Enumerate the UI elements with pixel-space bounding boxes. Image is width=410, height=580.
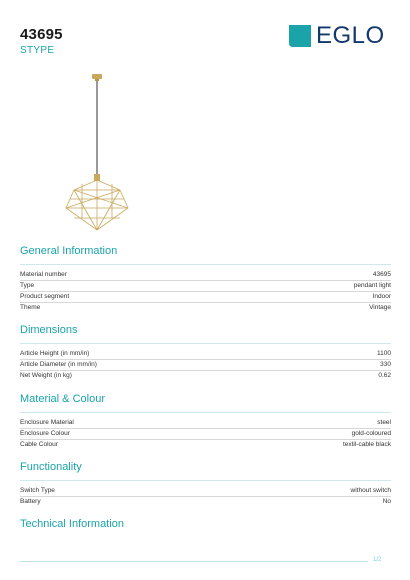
- row-value: Vintage: [369, 304, 391, 311]
- row-label: Enclosure Colour: [20, 430, 70, 437]
- table-row: [20, 270, 391, 281]
- row-label: Theme: [20, 304, 41, 311]
- row-label: Battery: [20, 498, 41, 505]
- table-row: [20, 429, 391, 440]
- row-label: Product segment: [20, 293, 70, 300]
- section-dimensions: [20, 323, 391, 381]
- row-label: Type: [20, 282, 35, 289]
- eglo-logo-mark-icon: [289, 25, 311, 47]
- section-title: Material & Colour: [20, 393, 105, 405]
- table-row: [20, 281, 391, 292]
- table-row: [20, 440, 391, 450]
- section-general-information: [20, 244, 391, 313]
- table-row: [20, 292, 391, 303]
- row-value: Indoor: [372, 293, 391, 300]
- row-label: Net Weight (in kg): [20, 372, 72, 379]
- section-technical-information: [20, 517, 391, 537]
- row-value: steel: [377, 419, 391, 426]
- section-material-colour: [20, 392, 391, 450]
- section-title: Dimensions: [20, 324, 78, 336]
- table-row: [20, 486, 391, 497]
- section-functionality: [20, 460, 391, 507]
- table-row: [20, 303, 391, 313]
- table-row: [20, 349, 391, 360]
- row-value: pendant light: [353, 282, 391, 289]
- footer-divider: [20, 561, 368, 562]
- section-title: Technical Information: [20, 518, 124, 530]
- page-number: 1/2: [373, 557, 382, 563]
- row-label: Material number: [20, 271, 67, 278]
- row-value: 43695: [372, 271, 391, 278]
- table-row: [20, 360, 391, 371]
- article-code: 43695: [20, 26, 63, 43]
- row-label: Article Height (in mm/in): [20, 350, 90, 357]
- row-label: Article Diameter (in mm/in): [20, 361, 97, 368]
- row-label: Switch Type: [20, 487, 55, 494]
- product-name: STYPE: [20, 45, 55, 56]
- section-title: Functionality: [20, 461, 82, 473]
- product-image: [62, 72, 132, 232]
- section-divider: [20, 412, 391, 413]
- section-divider: [20, 343, 391, 344]
- row-value: 1100: [377, 350, 391, 357]
- table-row: [20, 497, 391, 507]
- section-title: General Information: [20, 245, 118, 257]
- row-label: Cable Colour: [20, 441, 58, 448]
- table-row: [20, 371, 391, 381]
- section-divider: [20, 264, 391, 265]
- row-value: No: [382, 498, 391, 505]
- row-label: Enclosure Material: [20, 419, 74, 426]
- brand-logo-text: EGLO: [316, 22, 385, 49]
- brand-logo: [289, 22, 393, 49]
- row-value: textil-cable black: [342, 441, 391, 448]
- row-value: gold-coloured: [351, 430, 391, 437]
- table-row: [20, 418, 391, 429]
- row-value: 0.62: [378, 372, 391, 379]
- row-value: without switch: [350, 487, 391, 494]
- row-value: 330: [380, 361, 391, 368]
- section-divider: [20, 480, 391, 481]
